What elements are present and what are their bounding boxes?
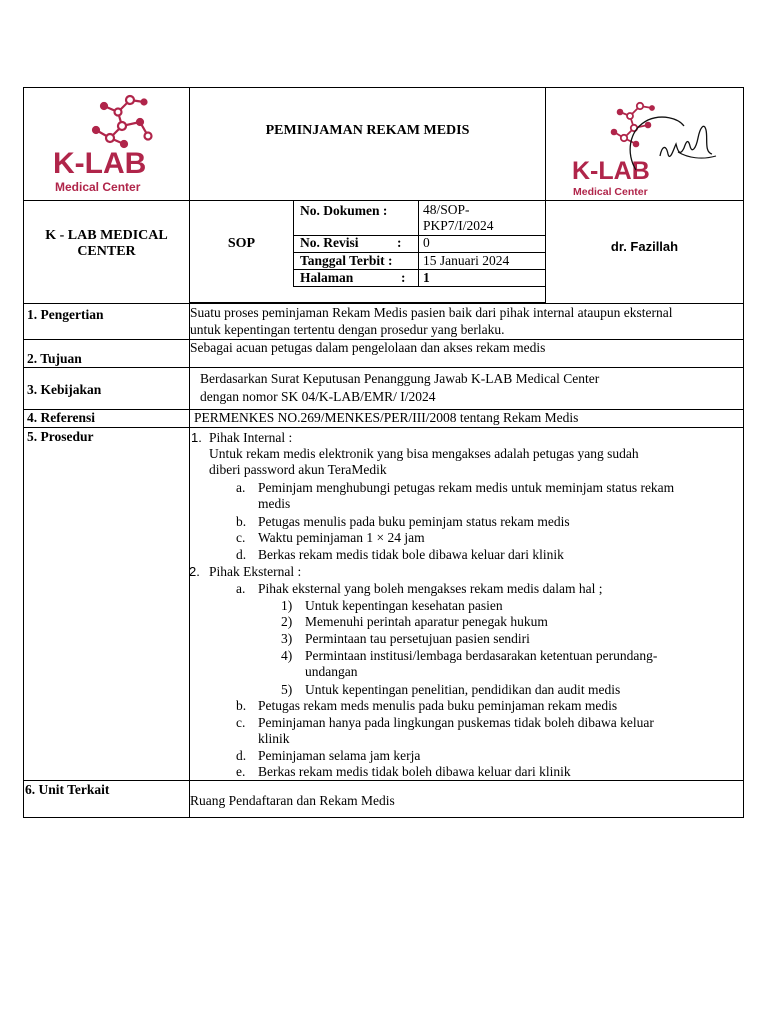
internal-intro-1: Untuk rekam medis elektronik yang bisa mengakses adalah petugas yang sudah — [209, 446, 639, 461]
header-bottom — [23, 303, 744, 304]
list-letter: a. — [236, 480, 246, 495]
internal-item-a-1: Peminjam menghubungi petugas rekam medis untuk meminjam status rekam — [258, 480, 675, 495]
eksternal-item-a: Pihak eksternal yang boleh mengakses rekam medis dalam hal ; — [258, 581, 603, 596]
internal-intro-2: diberi password akun TeraMedik — [209, 462, 387, 477]
brand-tagline: Medical Center — [573, 186, 648, 198]
list-letter: e. — [236, 764, 246, 779]
referensi-text: PERMENKES NO.269/MENKES/PER/III/2008 tentang Rekam Medis — [194, 410, 579, 425]
eksternal-sub-4-1: Permintaan institusi/lembaga berdasarakan ketentuan perundang- — [305, 648, 658, 663]
brand-tagline: Medical Center — [55, 180, 141, 194]
meta-value-tanggal: 15 Januari 2024 — [423, 253, 510, 268]
meta-value-dokumen-1: 48/SOP- — [423, 202, 470, 217]
meta-sep-halaman: : — [401, 270, 406, 285]
meta-label-halaman: Halaman — [300, 270, 354, 285]
row-line-2 — [23, 367, 744, 368]
kebijakan-text-1: Berdasarkan Surat Keputusan Penanggung Jawab K-LAB Medical Center — [200, 371, 600, 386]
col-divider-meta-value — [418, 200, 419, 286]
col-divider-meta-label — [293, 200, 294, 286]
eksternal-item-c-2: klinik — [258, 731, 290, 746]
list-subnumber: 1) — [281, 598, 293, 613]
list-letter: b. — [236, 698, 247, 713]
row-line-4 — [23, 427, 744, 428]
meta-value-dokumen-2: PKP7/I/2024 — [423, 218, 494, 233]
list-subnumber: 2) — [281, 614, 293, 629]
brand-name: K-LAB — [572, 157, 650, 185]
eksternal-sub-3: Permintaan tau persetujuan pasien sendiri — [305, 631, 530, 646]
list-subnumber: 4) — [281, 648, 293, 663]
signature-scribble — [618, 108, 718, 178]
meta-row-4 — [293, 286, 546, 287]
org-name-line1: K - LAB MEDICAL — [45, 228, 168, 243]
kebijakan-text-2: dengan nomor SK 04/K-LAB/EMR/ I/2024 — [200, 389, 436, 404]
list-letter: b. — [236, 514, 247, 529]
row-line-5 — [23, 780, 744, 781]
meta-label-tanggal: Tanggal Terbit : — [300, 253, 393, 268]
internal-item-c: Waktu peminjaman 1 × 24 jam — [258, 530, 425, 545]
section-label-pengertian: 1. Pengertian — [27, 307, 104, 322]
section-label-prosedur: 5. Prosedur — [27, 429, 94, 444]
eksternal-sub-4-2: undangan — [305, 664, 358, 679]
col-divider-1 — [189, 87, 190, 818]
meta-value-halaman: 1 — [423, 270, 430, 285]
klab-logo-left — [50, 92, 170, 200]
list-letter: c. — [236, 715, 246, 730]
frame-right — [743, 87, 744, 818]
eksternal-item-d: Peminjaman selama jam kerja — [258, 748, 421, 763]
list-subnumber: 5) — [281, 682, 293, 697]
col-divider-2 — [545, 87, 546, 303]
tujuan-text: Sebagai acuan petugas dalam pengelolaan dan akses rekam medis — [190, 340, 546, 355]
eksternal-sub-1: Untuk kepentingan kesehatan pasien — [305, 598, 503, 613]
meta-label-revisi: No. Revisi — [300, 235, 359, 250]
list-letter: c. — [236, 530, 246, 545]
meta-sep-revisi: : — [397, 235, 402, 250]
list-letter: a. — [236, 581, 246, 596]
eksternal-item-b: Petugas rekam meds menulis pada buku peminjaman rekam medis — [258, 698, 618, 713]
frame-top — [23, 87, 744, 88]
frame-bottom — [23, 817, 744, 818]
section-label-tujuan: 2. Tujuan — [27, 351, 82, 366]
eksternal-title: Pihak Eksternal : — [209, 564, 302, 579]
pengertian-text-2: untuk kepentingan tertentu dengan prosedur yang berlaku. — [190, 322, 505, 337]
pengertian-text-1: Suatu proses peminjaman Rekam Medis pasien baik dari pihak internal ataupun eksternal — [190, 305, 673, 320]
section-label-kebijakan: 3. Kebijakan — [27, 382, 102, 397]
list-number: 1. — [191, 430, 202, 445]
eksternal-item-c-1: Peminjaman hanya pada lingkungan puskemas tidak boleh dibawa keluar — [258, 715, 654, 730]
internal-title: Pihak Internal : — [209, 430, 293, 445]
molecule-icon — [50, 92, 170, 152]
section-label-referensi: 4. Referensi — [27, 410, 95, 425]
org-name-line2: CENTER — [77, 244, 136, 259]
meta-value-revisi: 0 — [423, 235, 430, 250]
frame-left — [23, 87, 24, 818]
meta-label-dokumen: No. Dokumen : — [300, 203, 388, 218]
section-label-unit-terkait: 6. Unit Terkait — [25, 782, 110, 797]
list-number: 2. — [189, 564, 200, 579]
list-letter: d. — [236, 547, 247, 562]
eksternal-sub-5: Untuk kepentingan penelitian, pendidikan dan audit medis — [305, 682, 621, 697]
klab-logo-right — [570, 100, 720, 200]
eksternal-sub-2: Memenuhi perintah aparatur penegak hukum — [305, 614, 548, 629]
eksternal-item-e: Berkas rekam medis tidak boleh dibawa keluar dari klinik — [258, 764, 571, 779]
doc-type: SOP — [227, 236, 256, 251]
internal-item-a-2: medis — [258, 496, 291, 511]
unit-terkait-text: Ruang Pendaftaran dan Rekam Medis — [190, 793, 395, 808]
internal-item-d: Berkas rekam medis tidak bole dibawa keluar dari klinik — [258, 547, 564, 562]
list-subnumber: 3) — [281, 631, 293, 646]
list-letter: d. — [236, 748, 247, 763]
header-row-divider — [23, 200, 744, 201]
brand-name: K-LAB — [53, 147, 147, 180]
signer-name: dr. Fazillah — [610, 239, 679, 254]
internal-item-b: Petugas menulis pada buku peminjam status rekam medis — [258, 514, 570, 529]
document-title: PEMINJAMAN REKAM MEDIS — [265, 123, 470, 138]
